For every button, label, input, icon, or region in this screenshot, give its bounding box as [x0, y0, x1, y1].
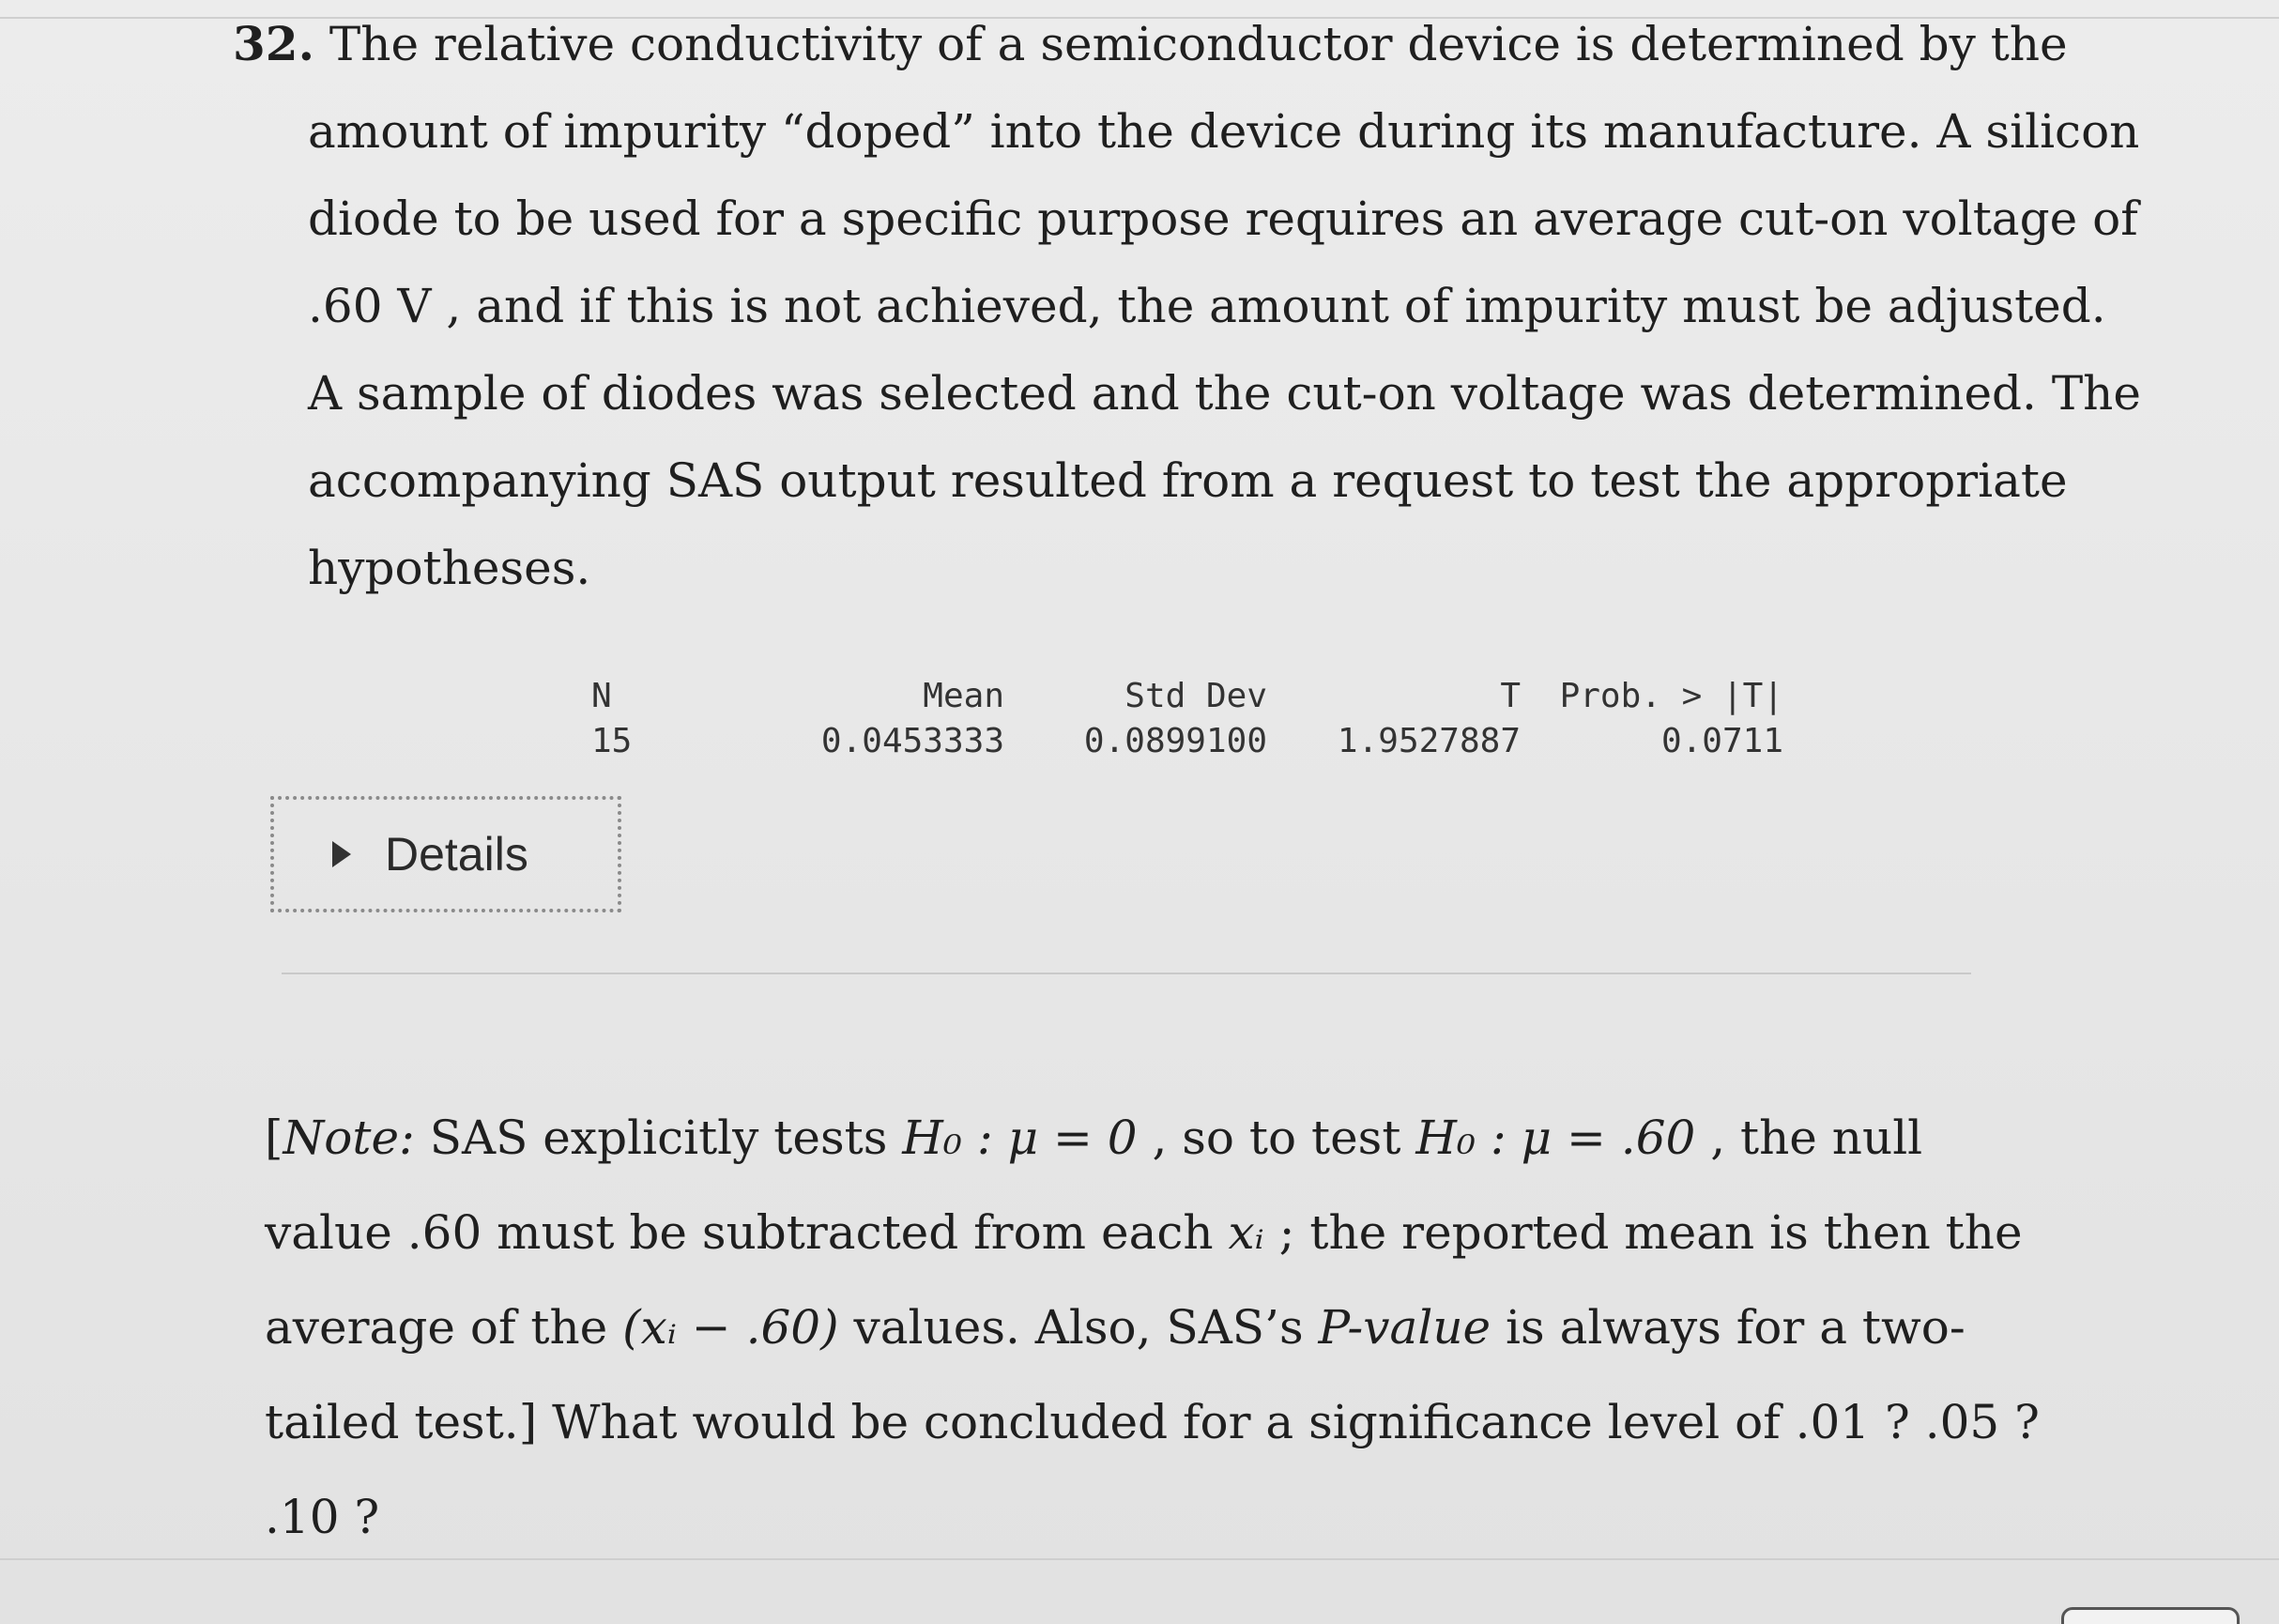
alpha-10: .10 [265, 1490, 340, 1544]
problem-line-7: hypotheses. [308, 541, 591, 595]
note-line-5: .10 ? [265, 1490, 380, 1544]
sas-output-table [591, 674, 1783, 764]
header-prob: Prob. > |T| [1559, 677, 1783, 715]
section-divider [282, 973, 1971, 974]
problem-line-1: 32. The relative conductivity of a semiconductor device is determined by the [233, 16, 2068, 71]
problem-line-3: diode to be used for a specific purpose requires an average cut-on voltage of [308, 192, 2138, 246]
math-p-value: P-value [1318, 1300, 1491, 1355]
header-mean: Mean [923, 677, 1004, 715]
problem-line-2: amount of impurity “doped” into the device during its manufacture. A silicon [308, 104, 2140, 159]
null-hypothesis-060: H₀ : μ = .60 [1415, 1111, 1696, 1165]
value-std-dev: 0.0899100 [1083, 722, 1267, 760]
header-std-dev: Std Dev [1124, 677, 1267, 715]
value-prob: 0.0711 [1660, 722, 1783, 760]
details-toggle-button[interactable] [270, 796, 621, 912]
math-xi: xᵢ [1228, 1205, 1264, 1260]
alpha-05: .05 [1924, 1395, 2000, 1449]
note-line-3: average of the (xᵢ − .60) values. Also, SAS’s P-value is always for a two- [265, 1300, 1965, 1355]
problem-line-5: A sample of diodes was selected and the cut-on voltage was determined. The [308, 366, 2141, 421]
sas-data-row [591, 719, 1783, 764]
problem-number: 32. [233, 16, 314, 71]
problem-statement [233, 0, 2141, 612]
note-line-1: [Note: SAS explicitly tests H₀ : μ = 0 , so to test H₀ : μ = .60 , the null [265, 1111, 1923, 1165]
note-text [265, 1091, 2040, 1565]
note-label: Note: [283, 1111, 415, 1165]
note-line-2: value .60 must be subtracted from each xᵢ ; the reported mean is then the [265, 1205, 2023, 1260]
problem-line-6: accompanying SAS output resulted from a request to test the appropriate [308, 453, 2068, 508]
header-t: T [1500, 677, 1521, 715]
note-line-4: tailed test.] What would be concluded for a significance level of .01 ? .05 ? [265, 1395, 2040, 1449]
value-mean: 0.0453333 [820, 722, 1004, 760]
value-t: 1.9527887 [1337, 722, 1521, 760]
expand-triangle-icon [332, 841, 351, 867]
details-label: Details [385, 828, 528, 881]
corner-button[interactable] [2061, 1607, 2240, 1624]
null-hypothesis-zero: H₀ : μ = 0 [902, 1111, 1138, 1165]
bottom-divider [0, 1558, 2279, 1560]
header-n: N [591, 677, 612, 715]
math-xi-minus-060: (xᵢ − .60) [622, 1300, 839, 1355]
value-n: 15 [591, 722, 633, 760]
problem-line-4: .60 V , and if this is not achieved, the amount of impurity must be adjusted. [308, 279, 2106, 333]
alpha-01: .01 [1795, 1395, 1871, 1449]
sas-header-row [591, 674, 1783, 719]
